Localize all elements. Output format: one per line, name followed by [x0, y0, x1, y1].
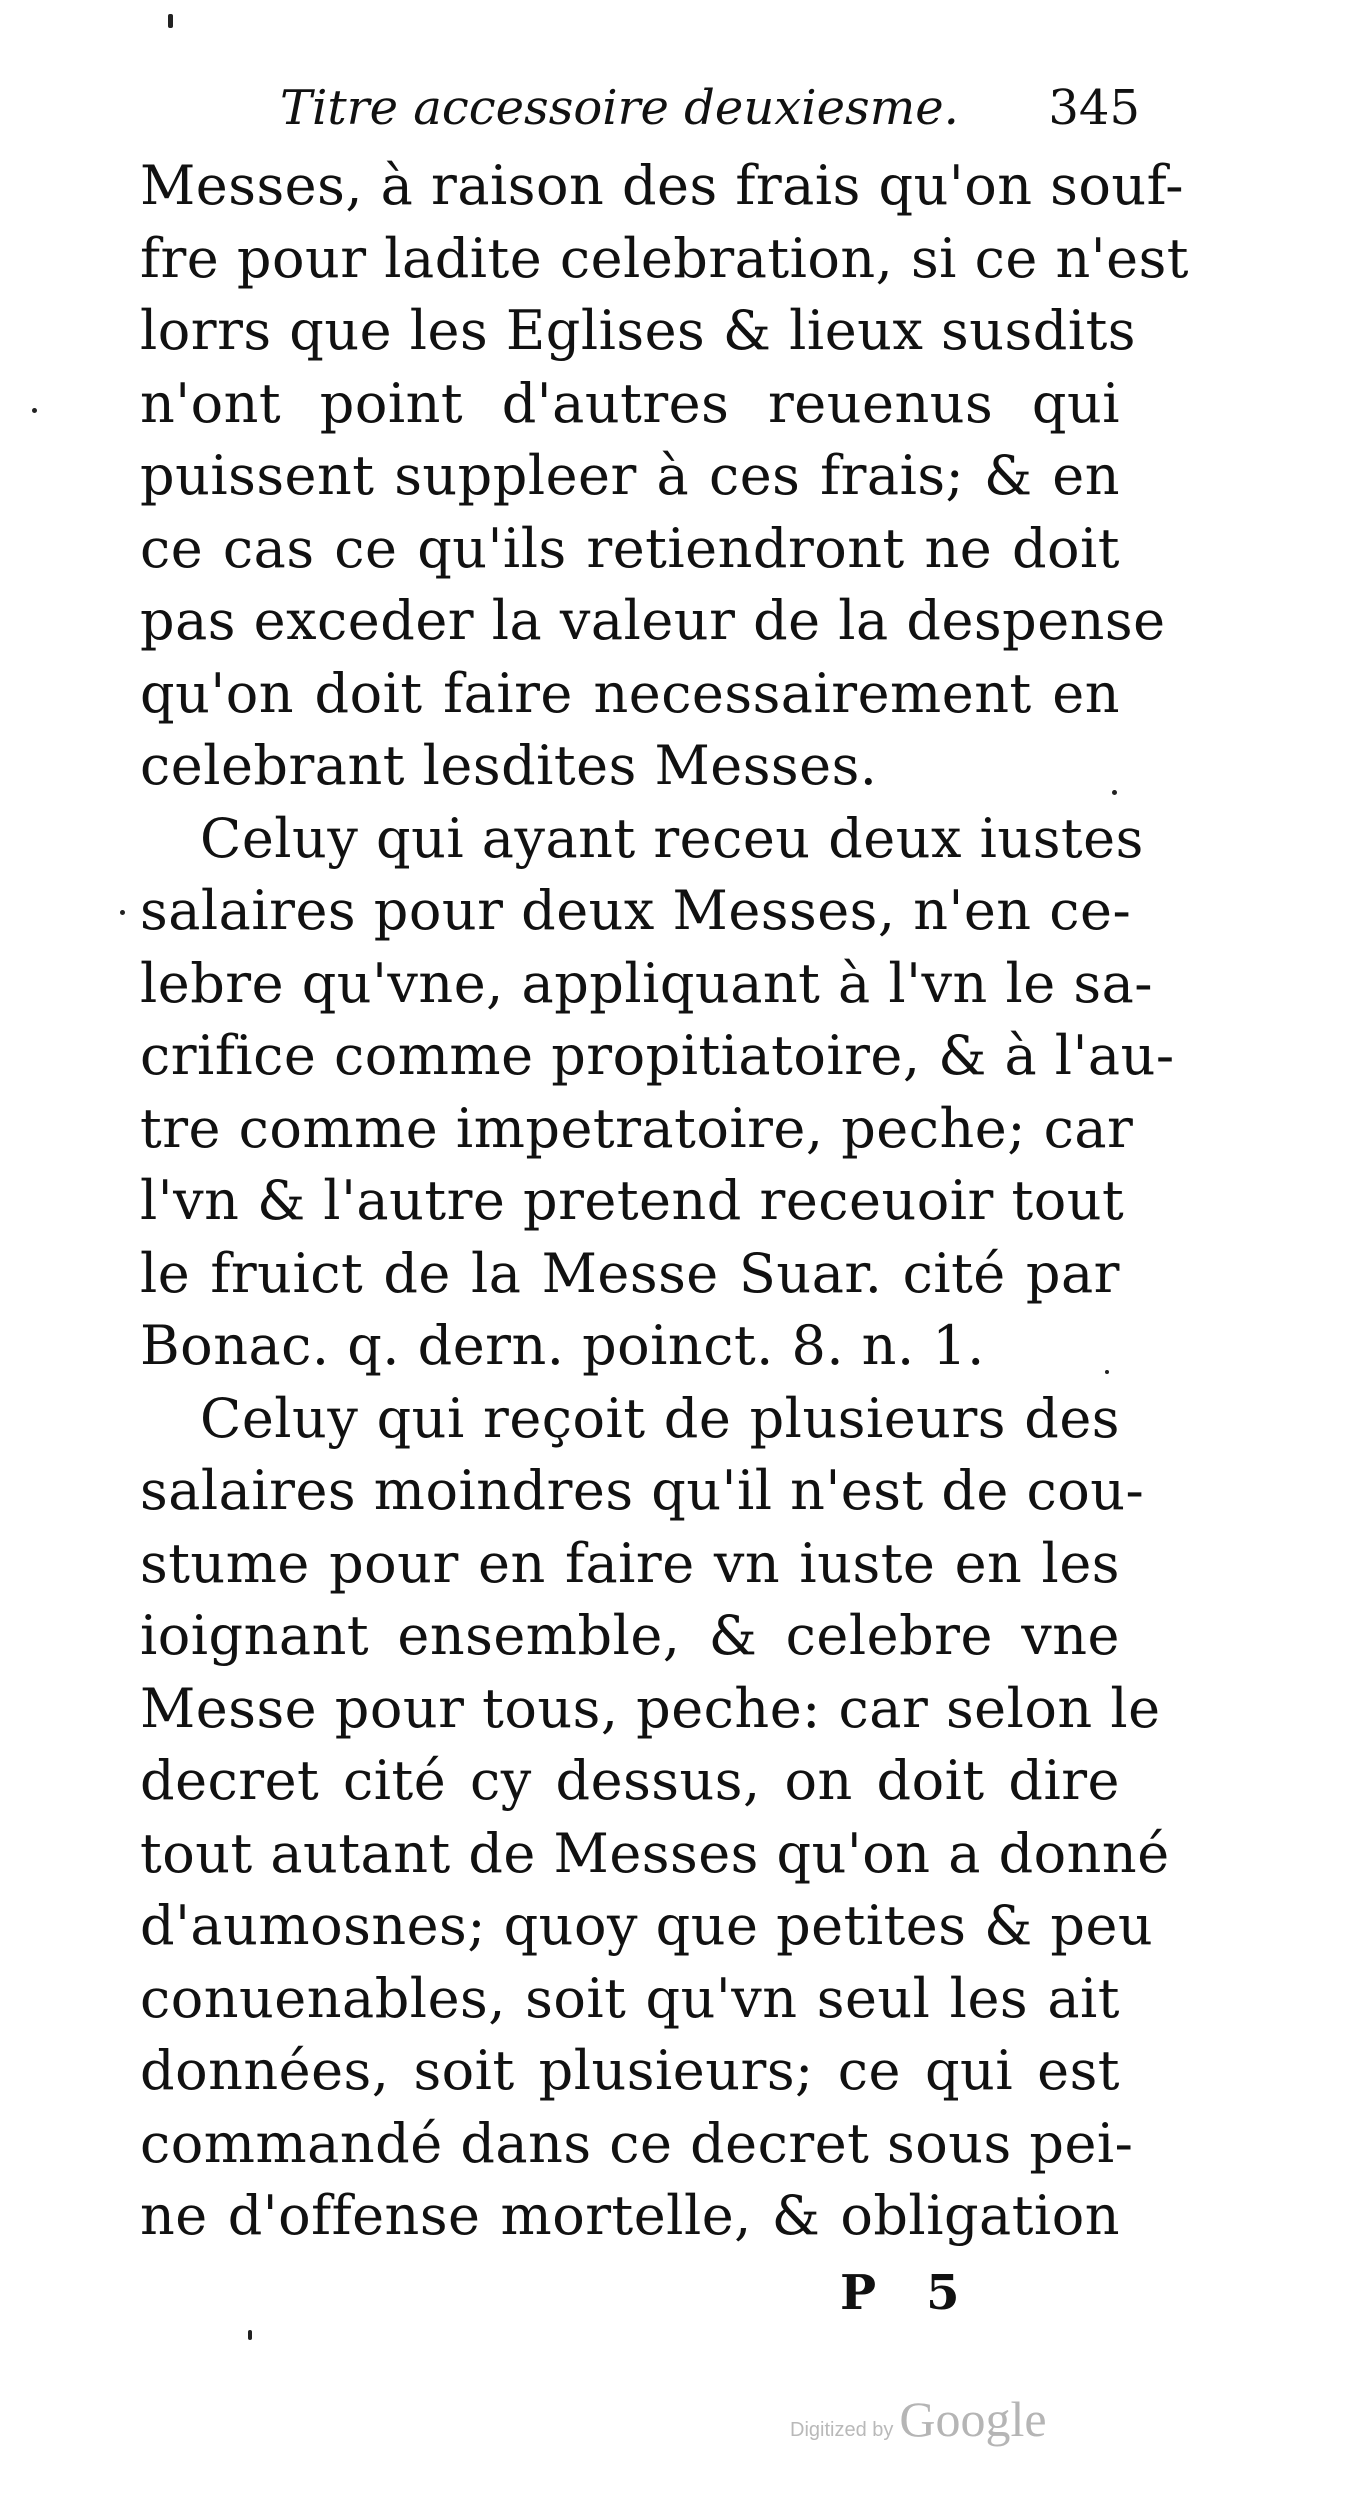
page-number: 345	[1048, 80, 1140, 136]
text-line: l'vn & l'autre pretend receuoir tout	[140, 1169, 1125, 1232]
text-line: données, soit plusieurs; ce qui est	[140, 2039, 1120, 2102]
digitized-by-label: Digitized by	[790, 2419, 894, 2441]
digitized-watermark	[790, 2390, 1047, 2450]
signature-mark	[840, 2265, 1010, 2321]
ink-speck	[248, 2330, 252, 2340]
text-line: Messes, à raison des frais qu'on souf-	[140, 154, 1184, 217]
text-line: d'aumosnes; quoy que petites & peu	[140, 1894, 1154, 1957]
text-line: qu'on doit faire necessairement en	[140, 661, 1120, 725]
running-title: Titre accessoire deuxiesme.	[280, 80, 959, 136]
text-line: fre pour ladite celebration, si ce n'est	[140, 226, 1189, 290]
text-line: salaires moindres qu'il n'est de cou-	[140, 1459, 1145, 1522]
text-line: Bonac. q. dern. poinct. 8. n. 1.	[140, 1314, 985, 1377]
text-line: Celuy qui reçoit de plusieurs des	[200, 1386, 1120, 1450]
text-line: lebre qu'vne, appliquant à l'vn le sa-	[140, 951, 1154, 1015]
signature-number: 5	[926, 2265, 960, 2321]
text-line: n'ont point d'autres reuenus qui	[140, 371, 1120, 435]
body-text	[140, 150, 1189, 2253]
ink-speck	[168, 14, 173, 28]
text-line: stume pour en faire vn iuste en les	[140, 1531, 1120, 1595]
text-line: tre comme impetratoire, peche; car	[140, 1096, 1134, 1160]
text-line: tout autant de Messes qu'on a donné	[140, 1821, 1170, 1885]
text-line: conuenables, soit qu'vn seul les ait	[140, 1966, 1120, 2030]
text-line: le fruict de la Messe Suar. cité par	[140, 1241, 1120, 1305]
text-line: decret cité cy dessus, on doit dire	[140, 1749, 1120, 1812]
text-line: Messe pour tous, peche: car selon le	[140, 1676, 1161, 1740]
text-line: ioignant ensemble, & celebre vne	[140, 1604, 1120, 1667]
ink-speck	[1112, 790, 1117, 795]
text-line: lorrs que les Eglises & lieux susdits	[140, 299, 1137, 362]
text-line: Celuy qui ayant receu deux iustes	[200, 806, 1144, 870]
text-line: crifice comme propitiatoire, & à l'au-	[140, 1024, 1175, 1087]
text-line: celebrant lesdites Messes.	[140, 734, 878, 797]
page-header	[280, 68, 1140, 148]
ink-speck	[1105, 1370, 1109, 1374]
text-line: commandé dans ce decret sous pei-	[140, 2111, 1134, 2175]
text-line: pas exceder la valeur de la despense	[140, 589, 1166, 652]
text-line: ne d'offense mortelle, & obligation	[140, 2184, 1120, 2247]
text-line: salaires pour deux Messes, n'en ce-	[140, 879, 1132, 942]
text-line: ce cas ce qu'ils retiendront ne doit	[140, 516, 1120, 580]
ink-speck	[32, 408, 37, 413]
text-line: puissent suppleer à ces frais; & en	[140, 444, 1120, 507]
signature-letter: P	[840, 2265, 877, 2321]
ink-speck	[120, 910, 125, 915]
google-logo: Google	[899, 2391, 1047, 2447]
